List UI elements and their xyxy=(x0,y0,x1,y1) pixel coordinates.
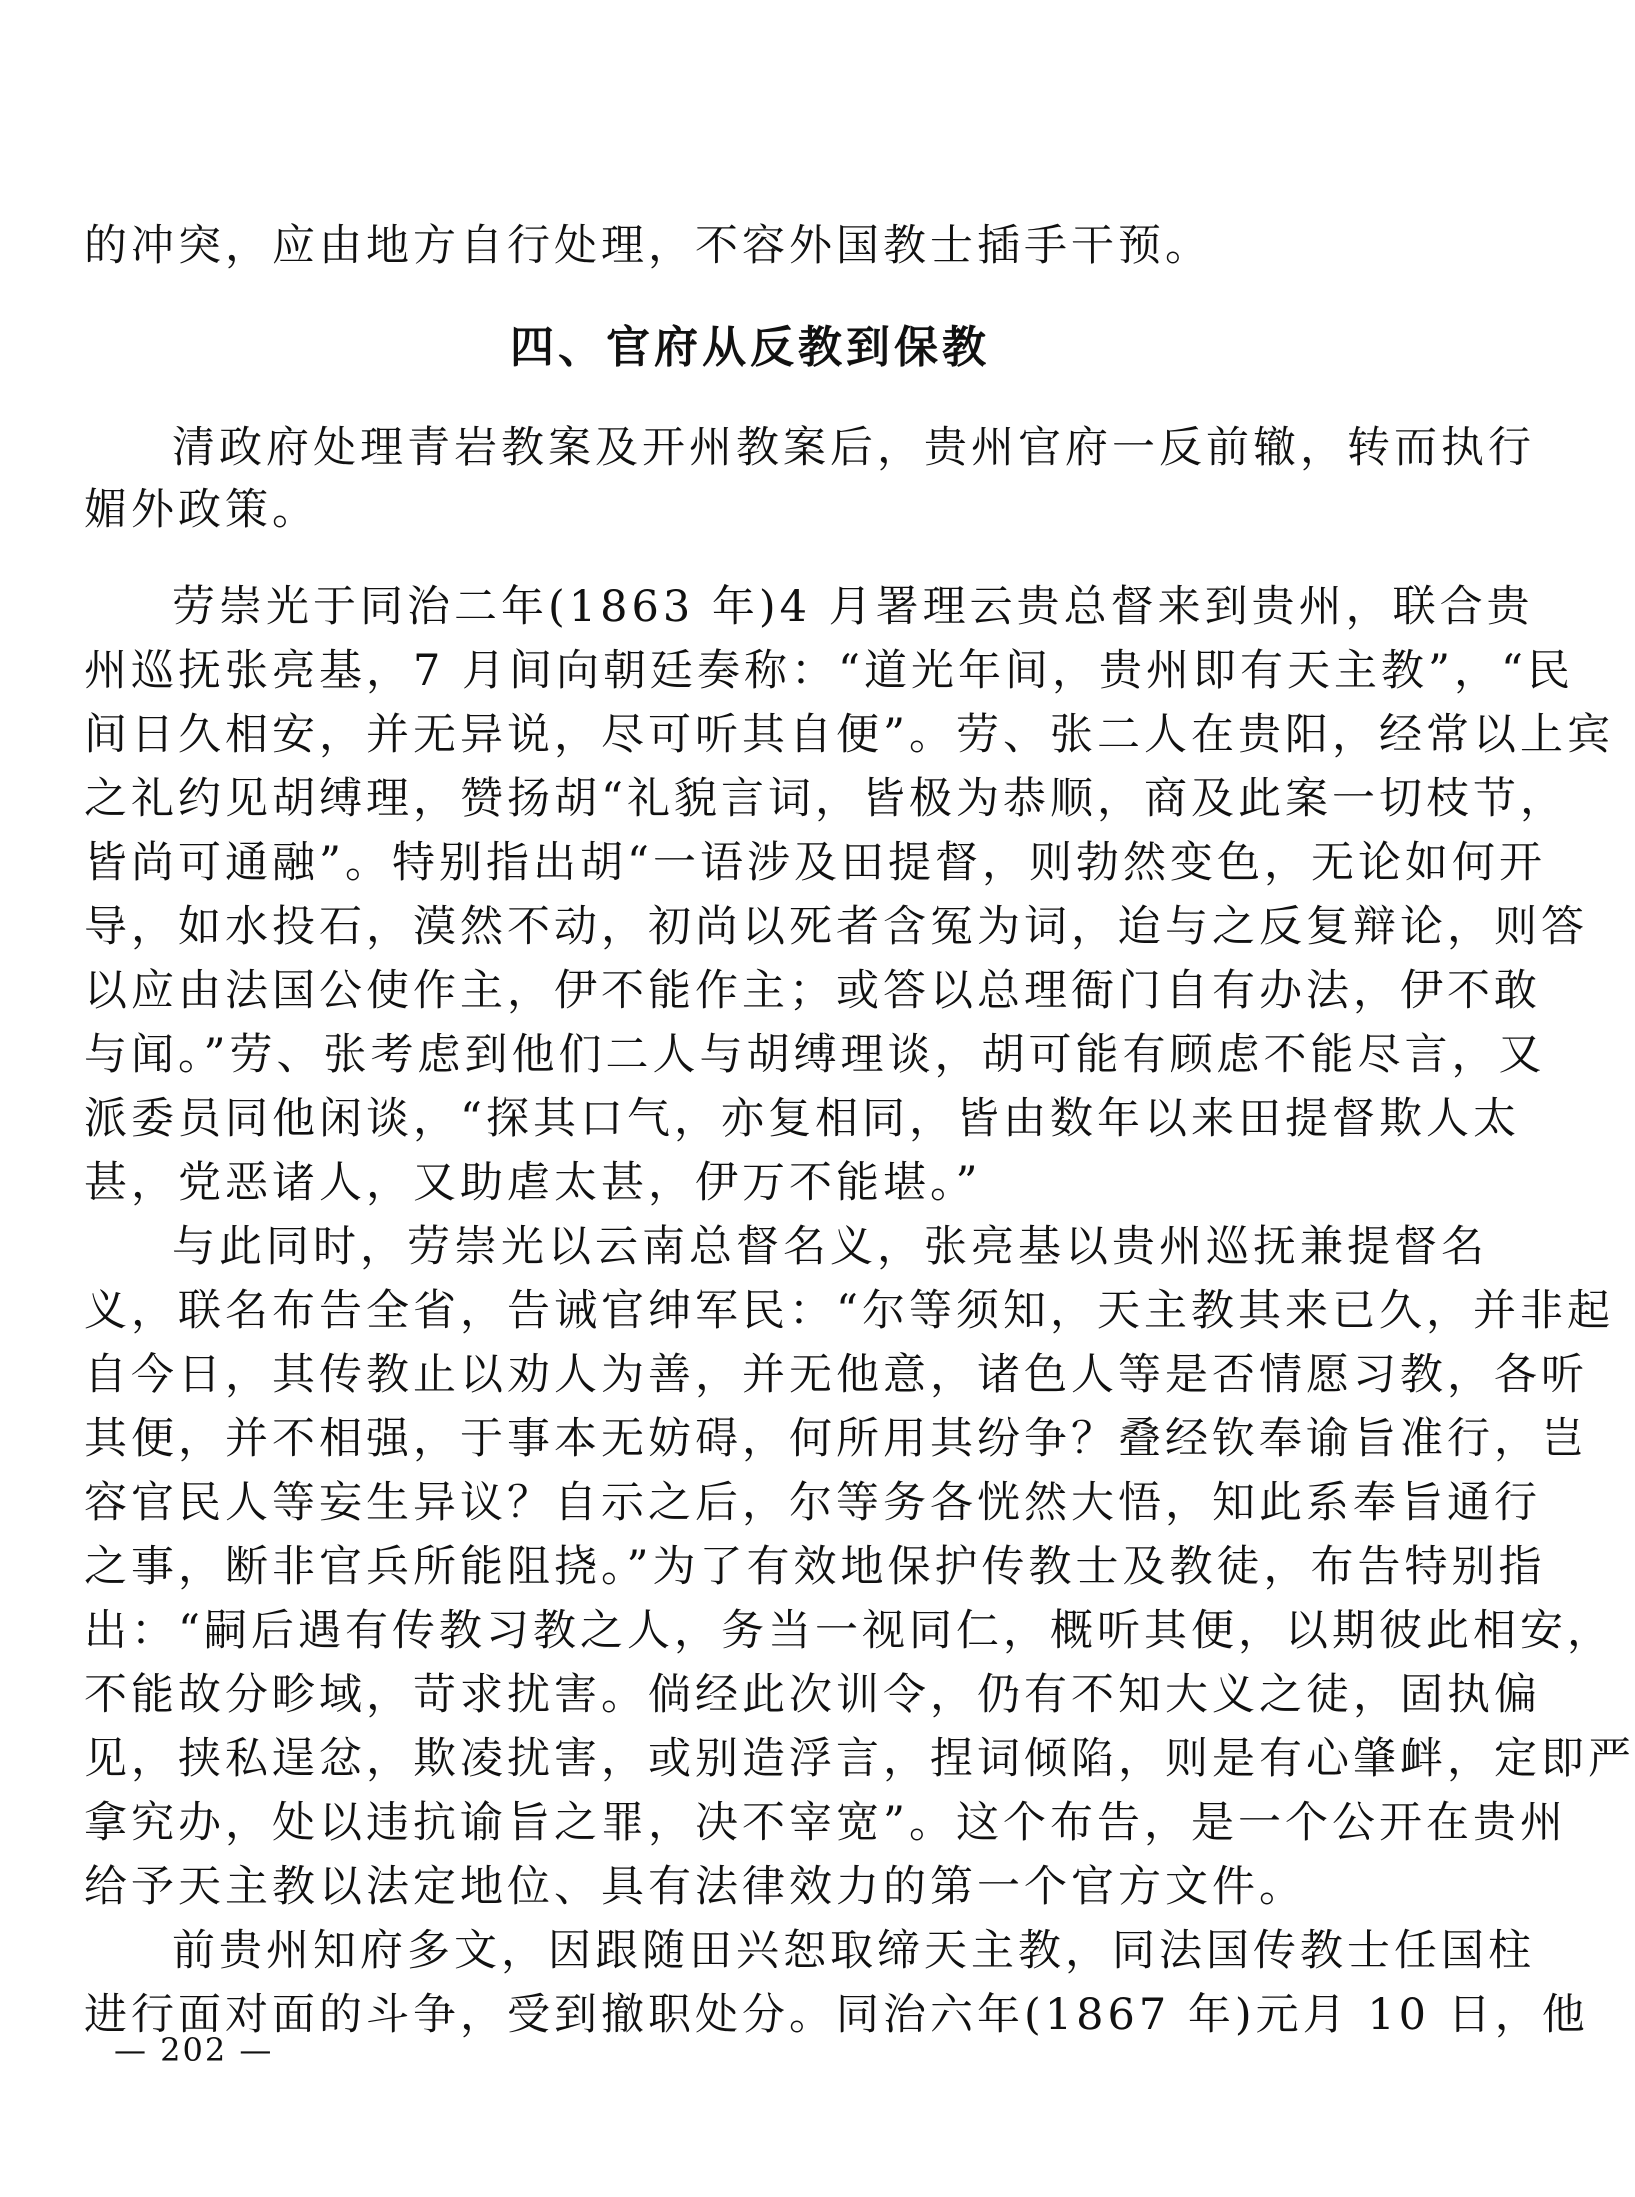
text-line-10: 以应由法国公使作主，伊不能作主；或答以总理衙门自有办法，伊不敢 xyxy=(84,966,1541,1016)
text-line-18: 容官民人等妄生异议？自示之后，尔等务各恍然大悟，知此系奉旨通行 xyxy=(84,1478,1541,1528)
text-line-20: 出：“嗣后遇有传教习教之人，务当一视同仁，概听其便，以期彼此相安， xyxy=(84,1606,1614,1656)
text-line-8: 皆尚可通融”。特别指出胡“一语涉及田提督，则勃然变色，无论如何开 xyxy=(84,838,1546,888)
section-heading: 四、官府从反教到保教 xyxy=(510,322,990,373)
text-line-6: 间日久相安，并无异说，尽可听其自便”。劳、张二人在贵阳，经常以上宾 xyxy=(84,710,1614,760)
text-line-9: 导，如水投石，漠然不动，初尚以死者含冤为词，迨与之反复辩论，则答 xyxy=(84,902,1588,952)
text-line-15: 义，联名布告全省，告诫官绅军民：“尔等须知，天主教其来已久，并非起 xyxy=(84,1286,1614,1336)
text-line-2: 清政府处理青岩教案及开州教案后，贵州官府一反前辙，转而执行 xyxy=(172,423,1535,473)
page-number: — 202 — xyxy=(114,2031,274,2069)
text-line-26: 进行面对面的斗争，受到撤职处分。同治六年(1867 年)元月 10 日，他 xyxy=(84,1990,1589,2040)
text-line-5: 州巡抚张亮基，7 月间向朝廷奏称：“道光年间，贵州即有天主教”，“民 xyxy=(84,646,1574,696)
text-line-23: 拿究办，处以违抗谕旨之罪，决不宰宽”。这个布告，是一个公开在贵州 xyxy=(84,1798,1567,1848)
text-line-4: 劳崇光于同治二年(1863 年)4 月署理云贵总督来到贵州，联合贵 xyxy=(172,582,1534,632)
text-line-11: 与闻。”劳、张考虑到他们二人与胡缚理谈，胡可能有顾虑不能尽言，又 xyxy=(84,1030,1546,1080)
text-line-7: 之礼约见胡缚理，赞扬胡“礼貌言词，皆极为恭顺，商及此案一切枝节， xyxy=(84,774,1567,824)
text-line-22: 见，挟私逞忿，欺凌扰害，或别造浮言，捏词倾陷，则是有心肇衅，定即严 xyxy=(84,1734,1635,1784)
text-line-17: 其便，并不相强，于事本无妨碍，何所用其纷争？叠经钦奉谕旨准行，岂 xyxy=(84,1414,1588,1464)
text-line-19: 之事，断非官兵所能阻挠。”为了有效地保护传教士及教徒，布告特别指 xyxy=(84,1542,1546,1592)
text-line-14: 与此同时，劳崇光以云南总督名义，张亮基以贵州巡抚兼提督名 xyxy=(172,1222,1488,1272)
text-line-21: 不能故分畛域，苛求扰害。倘经此次训令，仍有不知大义之徒，固执偏 xyxy=(84,1670,1541,1720)
text-line-12: 派委员同他闲谈，“探其口气，亦复相同，皆由数年以来田提督欺人太 xyxy=(84,1094,1520,1144)
text-line-13: 甚，党恶诸人，又助虐太甚，伊万不能堪。” xyxy=(84,1158,982,1208)
text-line-3: 媚外政策。 xyxy=(84,485,319,535)
text-line-1: 的冲突，应由地方自行处理，不容外国教士插手干预。 xyxy=(84,221,1212,271)
text-line-25: 前贵州知府多文，因跟随田兴恕取缔天主教，同法国传教士任国柱 xyxy=(172,1926,1535,1976)
text-line-16: 自今日，其传教止以劝人为善，并无他意，诸色人等是否情愿习教，各听 xyxy=(84,1350,1588,1400)
text-line-24: 给予天主教以法定地位、具有法律效力的第一个官方文件。 xyxy=(84,1862,1306,1912)
